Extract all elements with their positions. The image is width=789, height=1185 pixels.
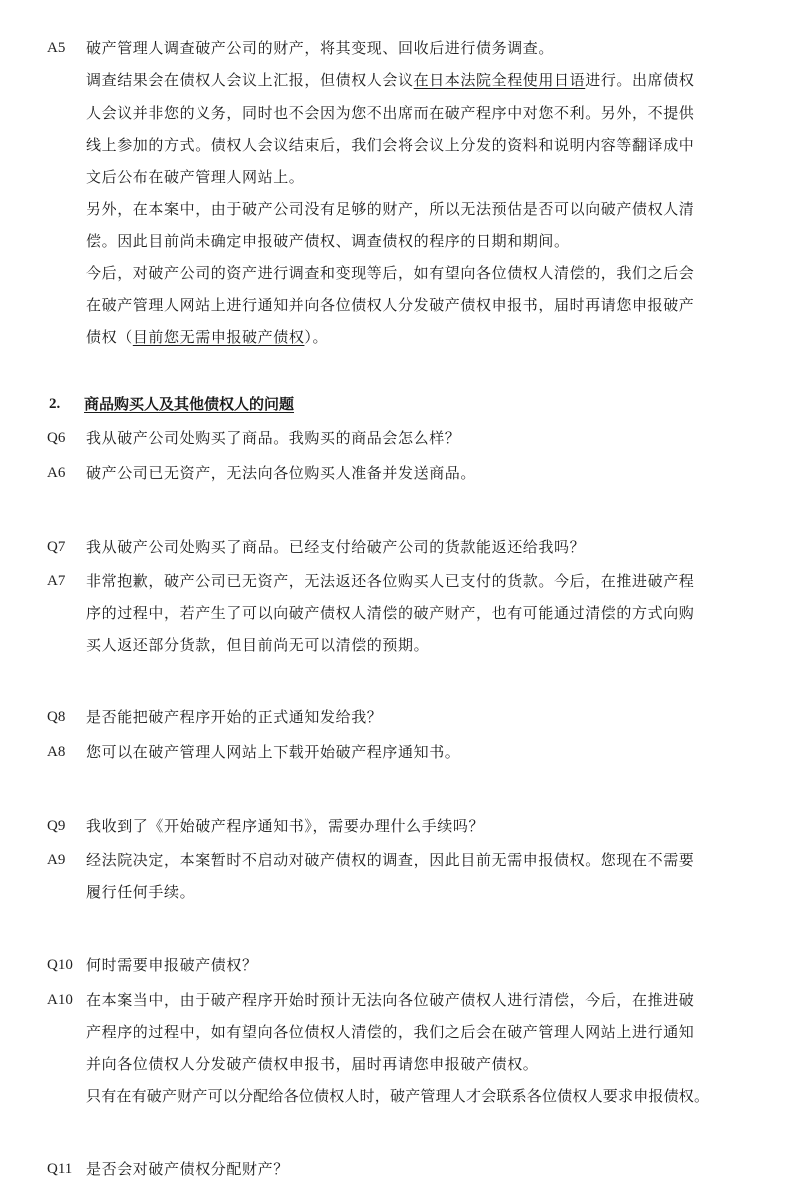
question-label: Q9: [47, 818, 66, 834]
answer-line: 今后，对破产公司的资产进行调查和变现等后，如有望向各位债权人清偿的，我们之后会: [86, 264, 695, 282]
answer-line: 人会议并非您的义务，同时也不会因为您不出席而在破产程序中对您不利。另外，不提供: [86, 104, 695, 122]
answer-label: A9: [47, 852, 66, 868]
answer-label: A7: [47, 573, 66, 589]
answer-line: 序的过程中，若产生了可以向破产债权人清偿的破产财产，也有可能通过清偿的方式向购: [86, 604, 695, 622]
answer-label: A5: [47, 40, 66, 56]
question-q10: [0, 950, 789, 980]
answer-a5-line: [0, 226, 789, 256]
question-text: 我收到了《开始破产程序通知书》，需要办理什么手续吗？: [86, 817, 485, 835]
answer-a5-line: [0, 290, 789, 320]
answer-line: 破产管理人调查破产公司的财产，将其变现、回收后进行债务调查。: [86, 39, 555, 57]
answer-line: 履行任何手续。: [86, 883, 196, 901]
answer-a7-line: [0, 598, 789, 628]
answer-line: 并向各位债权人分发破产债权申报书，届时再请您申报破产债权。: [86, 1055, 539, 1073]
question-text: 我从破产公司处购买了商品。我购买的商品会怎么样？: [86, 429, 461, 447]
answer-line: 经法院决定，本案暂时不启动对破产债权的调查，因此目前无需申报债权。您现在不需要: [86, 851, 695, 869]
answer-line: 买人返还部分货款，但目前尚无可以清偿的预期。: [86, 636, 430, 654]
question-label: Q11: [47, 1161, 73, 1177]
answer-a10: [0, 985, 789, 1015]
section-title: 商品购买人及其他债权人的问题: [84, 395, 295, 413]
answer-a9-line: [0, 877, 789, 907]
question-label: Q8: [47, 709, 66, 725]
answer-line: 在破产管理人网站上进行通知并向各位债权人分发破产债权申报书，届时再请您申报破产: [86, 296, 695, 314]
answer-a8: [0, 737, 789, 767]
answer-label: A6: [47, 465, 66, 481]
answer-a5-line: [0, 258, 789, 288]
answer-a10-line: [0, 1017, 789, 1047]
question-text: 是否能把破产程序开始的正式通知发给我？: [86, 708, 383, 726]
answer-a5: [0, 33, 789, 63]
underlined-phrase: 目前您无需申报破产债权: [132, 328, 305, 346]
question-label: Q10: [47, 957, 73, 973]
answer-line: 线上参加的方式。债权人会议结束后，我们会将会议上分发的资料和说明内容等翻译成中: [86, 136, 695, 154]
question-q6: [0, 423, 789, 453]
answer-line: 在本案当中，由于破产程序开始时预计无法向各位破产债权人进行清偿，今后，在推进破: [86, 991, 695, 1009]
answer-a5-line: [0, 65, 789, 95]
answer-line: 偿。因此目前尚未确定申报破产债权、调查债权的程序的日期和期间。: [86, 232, 570, 250]
answer-a5-line: [0, 162, 789, 192]
answer-a5-line: [0, 322, 789, 352]
answer-a9: [0, 845, 789, 875]
answer-label: A10: [47, 992, 73, 1008]
answer-a5-line: [0, 130, 789, 160]
answer-line: 债权（目前您无需申报破产债权）。: [86, 328, 329, 346]
answer-label: A8: [47, 744, 66, 760]
question-q7: [0, 532, 789, 562]
answer-line: 产程序的过程中，如有望向各位债权人清偿的，我们之后会在破产管理人网站上进行通知: [86, 1023, 695, 1041]
answer-line: 文后公布在破产管理人网站上。: [86, 168, 305, 186]
section-number: 2.: [49, 396, 61, 412]
answer-a6: [0, 458, 789, 488]
question-label: Q6: [47, 430, 66, 446]
answer-line: 非常抱歉，破产公司已无资产，无法返还各位购买人已支付的货款。今后，在推进破产程: [86, 572, 695, 590]
section-heading: [0, 389, 789, 419]
question-q9: [0, 811, 789, 841]
question-text: 何时需要申报破产债权？: [86, 956, 258, 974]
answer-a5-line: [0, 98, 789, 128]
question-q11: [0, 1154, 789, 1184]
question-text: 是否会对破产债权分配财产？: [86, 1160, 289, 1178]
answer-line: 破产公司已无资产，无法向各位购买人准备并发送商品。: [86, 464, 477, 482]
answer-a7: [0, 566, 789, 596]
answer-a7-line: [0, 630, 789, 660]
answer-a5-line: [0, 194, 789, 224]
answer-a10-line: [0, 1081, 789, 1111]
question-q8: [0, 702, 789, 732]
answer-a10-line: [0, 1049, 789, 1079]
question-text: 我从破产公司处购买了商品。已经支付给破产公司的货款能返还给我吗？: [86, 538, 586, 556]
answer-line: 您可以在破产管理人网站上下载开始破产程序通知书。: [86, 743, 461, 761]
question-label: Q7: [47, 539, 66, 555]
underlined-phrase: 在日本法院全程使用日语: [413, 71, 586, 89]
answer-line: 另外，在本案中，由于破产公司没有足够的财产，所以无法预估是否可以向破产债权人清: [86, 200, 695, 218]
answer-line: 只有在有破产财产可以分配给各位债权人时，破产管理人才会联系各位债权人要求申报债权。: [86, 1087, 710, 1105]
answer-line: 调查结果会在债权人会议上汇报，但债权人会议在日本法院全程使用日语进行。出席债权: [86, 71, 695, 89]
